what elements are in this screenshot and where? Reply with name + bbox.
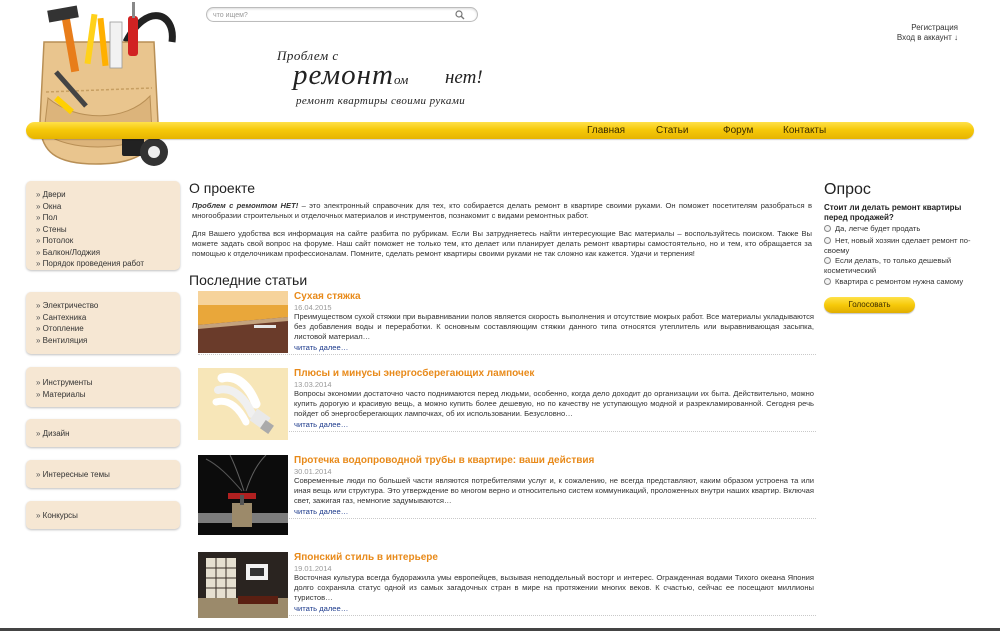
nav-home[interactable]: Главная: [587, 125, 626, 136]
sidebar-item[interactable]: » Порядок проведения работ: [36, 258, 180, 270]
sidebar-item[interactable]: » Пол: [36, 212, 180, 224]
article-excerpt: Современные люди по большей части являются потребителями услуг и, к сожалению, не всегда представляют, каким образом устроена та или иная вещь или структура. Это утверждение во многом верно и относительно систем коммуникаций, проложенных внутри наших квартир. Включая свет, зажигая газ, немногие задумываются…: [294, 476, 814, 505]
read-more-link[interactable]: читать далее…: [294, 604, 349, 613]
sidebar-item[interactable]: » Балкон/Лоджия: [36, 247, 180, 259]
article-thumbnail-floor[interactable]: [198, 291, 288, 353]
sidebar-item[interactable]: » Интересные темы: [36, 469, 180, 481]
sidebar-item[interactable]: » Конкурсы: [36, 510, 180, 522]
radio-button[interactable]: [824, 257, 831, 264]
read-more-link[interactable]: читать далее…: [294, 420, 349, 429]
article-excerpt: Восточная культура всегда будоражила умы европейцев, вызывая неподдельный восторг и интерес. Огражденная водами Тихого океана Япония долго сохраняла статус одной из самых загадочных стран в мире на протяжении многих веков. К счастью, сейчас ее посещают миллионы туристов…: [294, 573, 814, 602]
account-links: [897, 23, 958, 43]
radio-button[interactable]: [824, 278, 831, 285]
search-box[interactable]: [206, 7, 478, 22]
article-thumbnail-japanese-interior[interactable]: [198, 552, 288, 618]
sidebar-group-interesting: [26, 460, 180, 488]
article-title[interactable]: Сухая стяжка: [294, 291, 361, 302]
sidebar-item[interactable]: » Стены: [36, 224, 180, 236]
slogan-big-word: ремонт: [293, 59, 394, 91]
sidebar-item[interactable]: » Двери: [36, 189, 180, 201]
sidebar-item[interactable]: » Окна: [36, 201, 180, 213]
slogan-end: нет!: [445, 67, 483, 88]
read-more-link[interactable]: читать далее…: [294, 343, 349, 352]
sidebar-item[interactable]: » Электричество: [36, 300, 180, 312]
poll-question: Стоит ли делать ремонт квартиры перед продажей?: [824, 203, 962, 222]
sidebar-item[interactable]: » Вентиляция: [36, 335, 180, 347]
article-title[interactable]: Протечка водопроводной трубы в квартире: ваши действия: [294, 455, 595, 466]
sidebar-item[interactable]: » Инструменты: [36, 377, 180, 389]
nav-contacts[interactable]: Контакты: [783, 125, 827, 136]
article-item: [198, 291, 816, 355]
article-date: 19.01.2014: [294, 564, 332, 573]
register-link[interactable]: Регистрация: [911, 23, 958, 32]
sidebar-item[interactable]: » Потолок: [36, 235, 180, 247]
poll-option-label: Нет, новый хозяин сделает ремонт по-своему: [824, 236, 971, 255]
article-date: 16.04.2015: [294, 303, 332, 312]
latest-articles-heading: Последние статьи: [189, 272, 308, 288]
poll-heading: Опрос: [824, 181, 871, 198]
sidebar-item[interactable]: » Материалы: [36, 389, 180, 401]
nav-forum[interactable]: Форум: [723, 125, 754, 136]
read-more-link[interactable]: читать далее…: [294, 507, 349, 516]
poll-option[interactable]: [824, 236, 976, 255]
slogan-tagline: ремонт квартиры своими руками: [296, 95, 466, 107]
about-paragraph-2: Для Вашего удобства вся информация на сайте разбита по рубрикам. Если Вы затрудняетесь найти интересующие Вас материалы – воспользуйтесь поиском. Также Вы можете задать свой вопрос на форуме. Наш сайт поможет не только тем, кто делает или планирует делать ремонт квартиры самостоятельно, но и тем, кто обращается за помощью к отделочникам профессионалам. Помните, сделать ремонт квартиры своими руками не так сложно как кажется. Удачи и терпения!: [192, 229, 812, 258]
radio-button[interactable]: [824, 225, 831, 232]
main-nav: [26, 122, 974, 139]
sidebar-group-tools: [26, 367, 180, 407]
about-paragraph-1: [192, 201, 812, 221]
article-item: [198, 552, 816, 616]
about-heading: О проекте: [189, 180, 256, 196]
article-thumbnail-pipe[interactable]: [198, 455, 288, 535]
poll-option[interactable]: [824, 277, 976, 287]
search-icon[interactable]: [455, 10, 465, 20]
sidebar-group-rooms: [26, 181, 180, 270]
poll-option[interactable]: [824, 224, 976, 234]
about-brand: Проблем с ремонтом НЕТ!: [192, 201, 299, 210]
poll-option[interactable]: [824, 256, 976, 275]
login-link[interactable]: Вход в аккаунт ↓: [896, 33, 958, 42]
search-input[interactable]: [213, 10, 443, 20]
article-date: 30.01.2014: [294, 467, 332, 476]
sidebar-item[interactable]: » Дизайн: [36, 428, 180, 440]
sidebar-item[interactable]: » Сантехника: [36, 312, 180, 324]
article-excerpt: Преимуществом сухой стяжки при выравнивании полов является скорость выполнения и отсутствие мокрых работ. Все материалы укладываются без добавления воды и переработки. К основным составляющим стяжки данного типа относятся утеплитель или выравнивающая засыпка, листовой материал…: [294, 312, 814, 341]
sidebar-item[interactable]: » Отопление: [36, 323, 180, 335]
poll-option-label: Квартира с ремонтом нужна самому: [835, 277, 964, 286]
slogan-line2: [293, 59, 408, 92]
article-date: 13.03.2014: [294, 380, 332, 389]
poll-option-label: Да, легче будет продать: [835, 224, 921, 233]
tool-belt-logo: [26, 2, 176, 170]
article-thumbnail-lamp[interactable]: [198, 368, 288, 440]
nav-articles[interactable]: Статьи: [656, 125, 689, 136]
article-item: [198, 455, 816, 519]
slogan-suffix: ом: [394, 72, 409, 87]
poll-option-label: Если делать, то только дешевый косметический: [824, 256, 952, 275]
slogan-line1: Проблем с: [277, 48, 339, 63]
sidebar-group-systems: [26, 292, 180, 354]
about-intro-text: – это электронный справочник для тех, кто собирается делать ремонт в квартире своими руками. Он поможет посетителям разобраться в многообразии строительных и отделочных материалов и инструментов, познакомит с видами ремонтных работ.: [192, 201, 812, 220]
article-excerpt: Вопросы экономии достаточно часто поднимаются перед людьми, особенно, когда дело доходит до организации их быта. Действительно, можно купить дорогую и красивую вещь, а можно купить более дешевую, но по качеству не уступающую модной и разрекламированной. Сегодня речь пойдет об энергосберегающих лампочках, об их использовании. Безусловно…: [294, 389, 814, 418]
vote-button[interactable]: Голосовать: [824, 297, 915, 313]
sidebar-group-contests: [26, 501, 180, 529]
radio-button[interactable]: [824, 237, 831, 244]
article-item: [198, 368, 816, 432]
article-title[interactable]: Плюсы и минусы энергосберегающих лампочек: [294, 368, 535, 379]
sidebar-group-design: [26, 419, 180, 447]
article-title[interactable]: Японский стиль в интерьере: [294, 552, 438, 563]
